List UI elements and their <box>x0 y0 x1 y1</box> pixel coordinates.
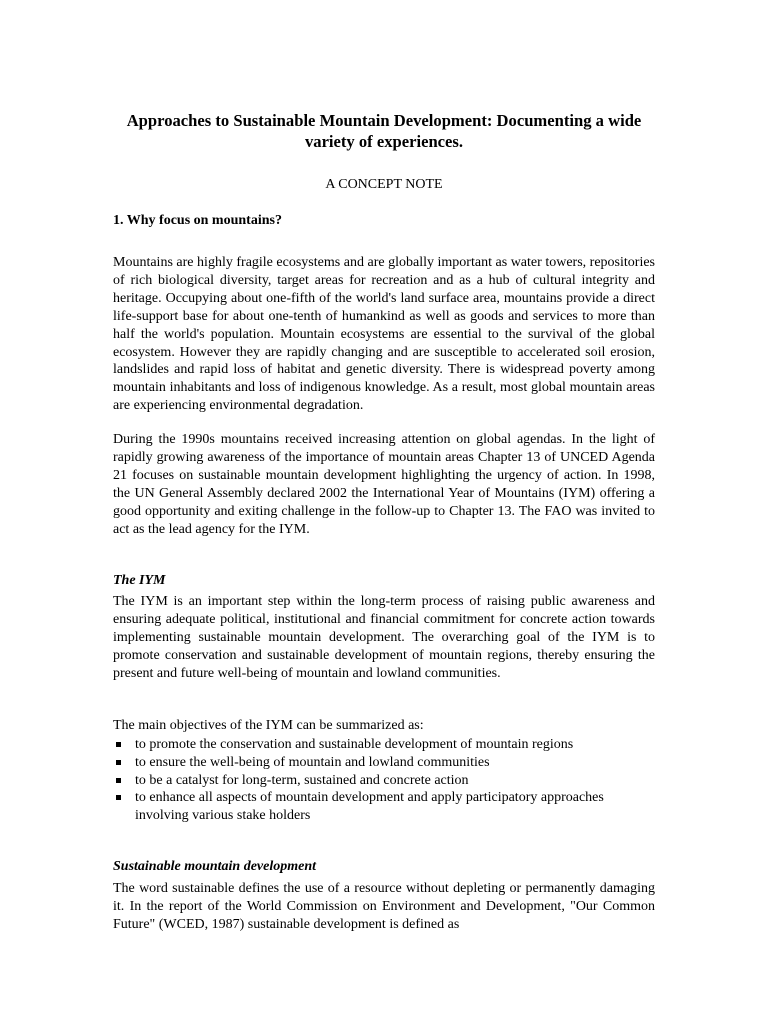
list-item-text: to enhance all aspects of mountain development and apply participatory approaches involving various stake holders <box>135 790 604 824</box>
bullet-square-icon <box>116 778 121 783</box>
objectives-list <box>113 736 655 825</box>
paragraph-1990s-attention: During the 1990s mountains received increasing attention on global agendas. In the light of rapidly growing awareness of the importance of mountain areas Chapter 13 of UNCED Agenda 21 focuses on sustainable mountain development highlighting the urgency of action. In 1998, the UN General Assembly declared 2002 the International Year of Mountains (IYM) offering a good opportunity and exiting challenge in the follow-up to Chapter 13. The FAO was invited to act as the lead agency for the IYM. <box>113 432 655 537</box>
list-item <box>113 772 655 790</box>
bullet-square-icon <box>116 795 121 800</box>
list-item-text: to promote the conservation and sustainable development of mountain regions <box>135 737 574 752</box>
paragraph-mountains-fragile: Mountains are highly fragile ecosystems and are globally important as water towers, repositories of rich biological diversity, target areas for recreation and as a hub of cultural integrity and heritage. Occupying about one-fifth of the world's land surface area, mountains provide a direct life-support base for about one-tenth of humankind as well as goods and services to more than half the world's population. Mountain ecosystems are essential to the survival of the global ecosystem. However they are rapidly changing and are susceptible to accelerated soil erosion, landslides and rapid loss of habitat and genetic diversity. There is widespread poverty among mountain inhabitants and loss of indigenous knowledge. As a result, most global mountain areas are experiencing environmental degradation. <box>113 255 655 414</box>
section-heading-why-mountains: 1. Why focus on mountains? <box>113 213 282 228</box>
section-heading-sustainable-development: Sustainable mountain development <box>113 859 317 874</box>
paragraph-iym: The IYM is an important step within the long-term process of raising public awareness and ensuring adequate political, institutional and financial commitment for concrete action towards implementing sustainable mountain development. The overarching goal of the IYM is to promote conservation and sustainable development of mountain regions, thereby ensuring the present and future well-being of mountain and lowland communities. <box>113 594 655 681</box>
objectives-intro: The main objectives of the IYM can be summarized as: <box>113 718 424 733</box>
list-item <box>113 789 655 825</box>
paragraph-sustainable-definition: The word sustainable defines the use of a resource without depleting or permanently damaging it. In the report of the World Commission on Environment and Development, "Our Common Future" (WCED, 1987) sustainable development is defined as <box>113 881 655 932</box>
section-heading-iym: The IYM <box>113 573 166 588</box>
list-item <box>113 736 655 754</box>
list-item-text: to be a catalyst for long-term, sustained and concrete action <box>135 772 469 788</box>
document-subtitle: A CONCEPT NOTE <box>325 177 443 192</box>
list-item <box>113 754 655 772</box>
document-title: Approaches to Sustainable Mountain Development: Documenting a wide variety of experiences. <box>126 111 642 151</box>
list-item-text: to ensure the well-being of mountain and lowland communities <box>135 754 490 770</box>
bullet-square-icon <box>116 742 121 747</box>
bullet-square-icon <box>116 760 121 765</box>
